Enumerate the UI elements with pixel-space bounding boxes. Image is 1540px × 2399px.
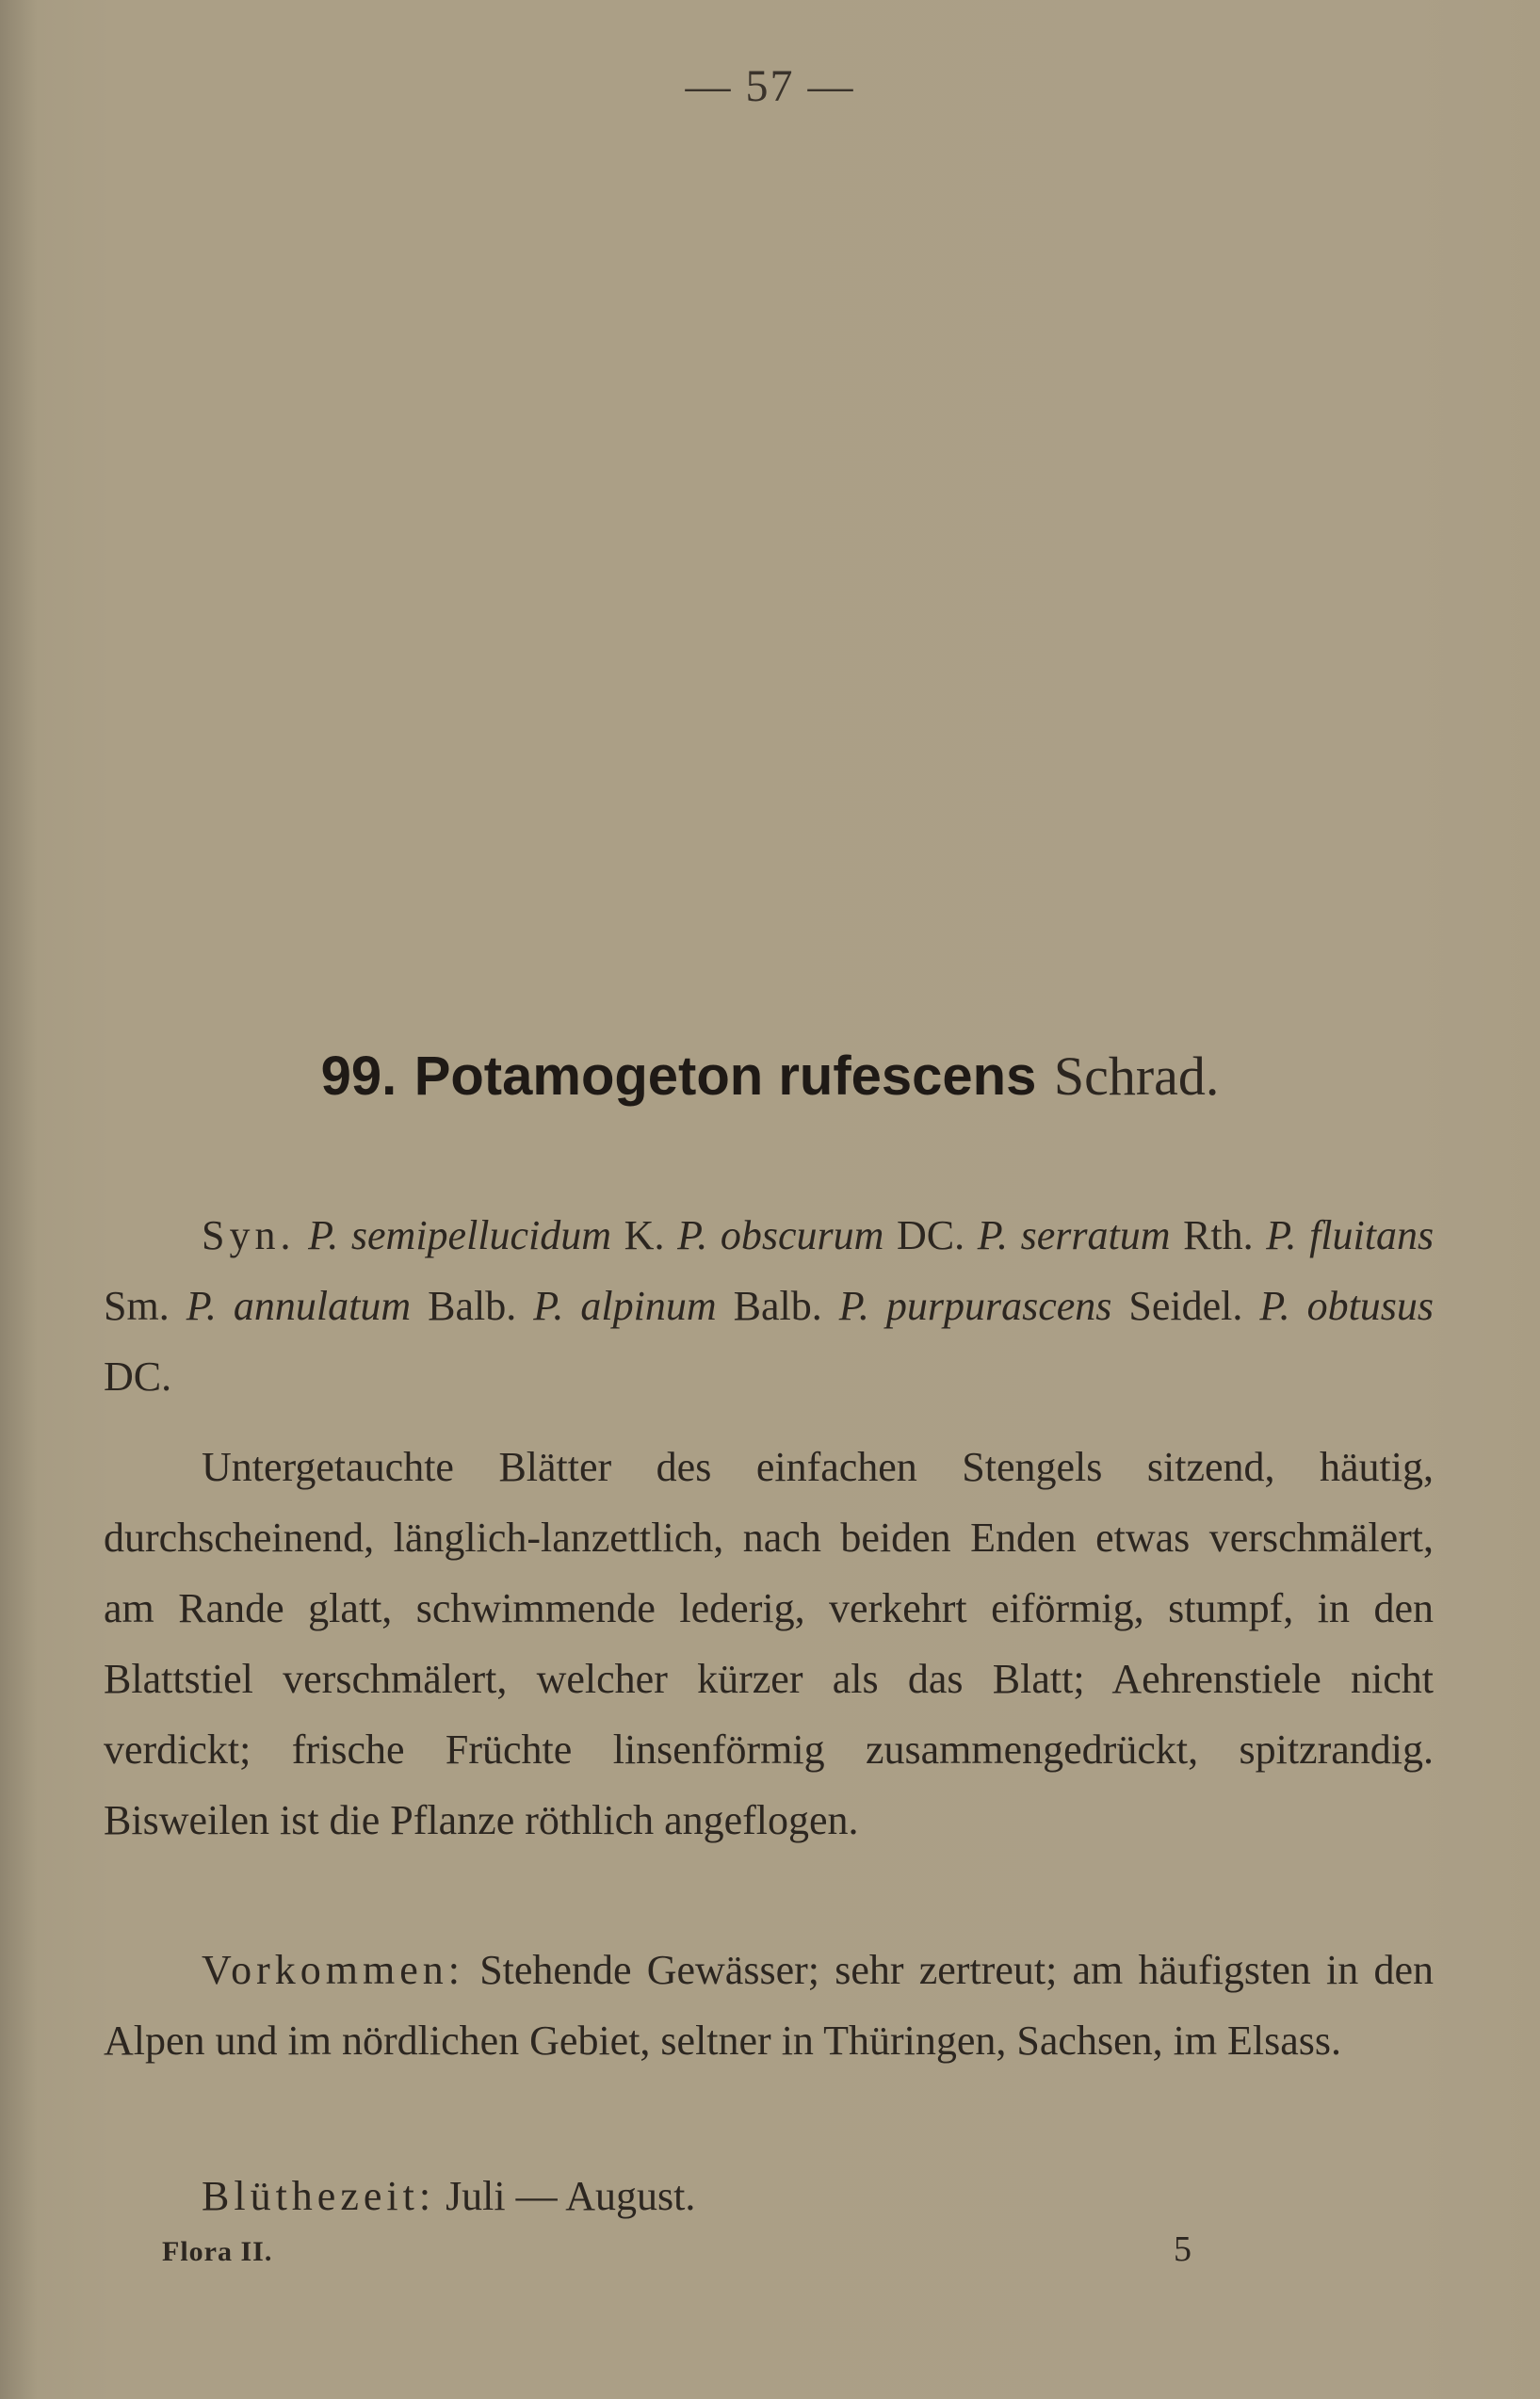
synonym-author: Seidel. bbox=[1128, 1283, 1243, 1329]
species-name: Potamogeton rufescens bbox=[413, 1046, 1037, 1107]
gathering-number: 5 bbox=[1174, 2229, 1191, 2269]
occurrence-paragraph bbox=[104, 1935, 1434, 2076]
synonym-author: DC. bbox=[104, 1353, 172, 1400]
synonym-name: P. annulatum bbox=[186, 1283, 412, 1329]
flowering-label: Blüthezeit: bbox=[202, 2173, 436, 2219]
occurrence-label: Vorkommen: bbox=[202, 1947, 464, 1993]
synonyms-label: Syn. bbox=[202, 1212, 296, 1258]
synonym-name: P. alpinum bbox=[533, 1283, 717, 1329]
synonym-author: Sm. bbox=[104, 1283, 170, 1329]
synonym-author: Balb. bbox=[733, 1283, 822, 1329]
synonym-author: DC. bbox=[897, 1212, 965, 1258]
synonym-name: P. fluitans bbox=[1266, 1212, 1435, 1258]
synonym-name: P. semipellucidum bbox=[308, 1212, 612, 1258]
synonym-name: P. purpurascens bbox=[838, 1283, 1112, 1329]
species-author: Schrad. bbox=[1053, 1046, 1220, 1107]
synonym-author: K. bbox=[624, 1212, 665, 1258]
flowering-paragraph bbox=[104, 2161, 1434, 2231]
page-number: — 57 — bbox=[685, 61, 855, 111]
synonym-name: P. obscurum bbox=[677, 1212, 884, 1258]
synonyms-paragraph bbox=[104, 1200, 1434, 1412]
synonym-author: Balb. bbox=[428, 1283, 517, 1329]
synonym-name: P. serratum bbox=[977, 1212, 1171, 1258]
entry-number: 99. bbox=[320, 1046, 397, 1107]
synonym-name: P. obtusus bbox=[1259, 1283, 1435, 1329]
signature-mark: Flora II. bbox=[162, 2236, 273, 2267]
synonym-author: Rth. bbox=[1183, 1212, 1254, 1258]
description-paragraph: Untergetauchte Blätter des einfachen Stengels sitzend, häutig, durchscheinend, länglich-lanzettlich, nach beiden Enden etwas verschmälert, am Rande glatt, schwimmende lederig, verkehrt eiförmig, stumpf, in den Blattstiel verschmälert, welcher kürzer als das Blatt; Aehrenstiele nicht verdickt; frische Früchte linsenförmig zusammengedrückt, spitzrandig. Bisweilen ist die Pflanze röthlich angeflogen. bbox=[104, 1444, 1434, 1843]
occurrence-text: Stehende Gewässer; sehr zertreut; am häufigsten in den Alpen und im nördlichen Gebiet, seltner in Thüringen, Sachsen, im Elsass. bbox=[104, 1947, 1434, 2064]
entry-heading bbox=[0, 1044, 1540, 1108]
flowering-text: Juli — August. bbox=[446, 2173, 696, 2219]
